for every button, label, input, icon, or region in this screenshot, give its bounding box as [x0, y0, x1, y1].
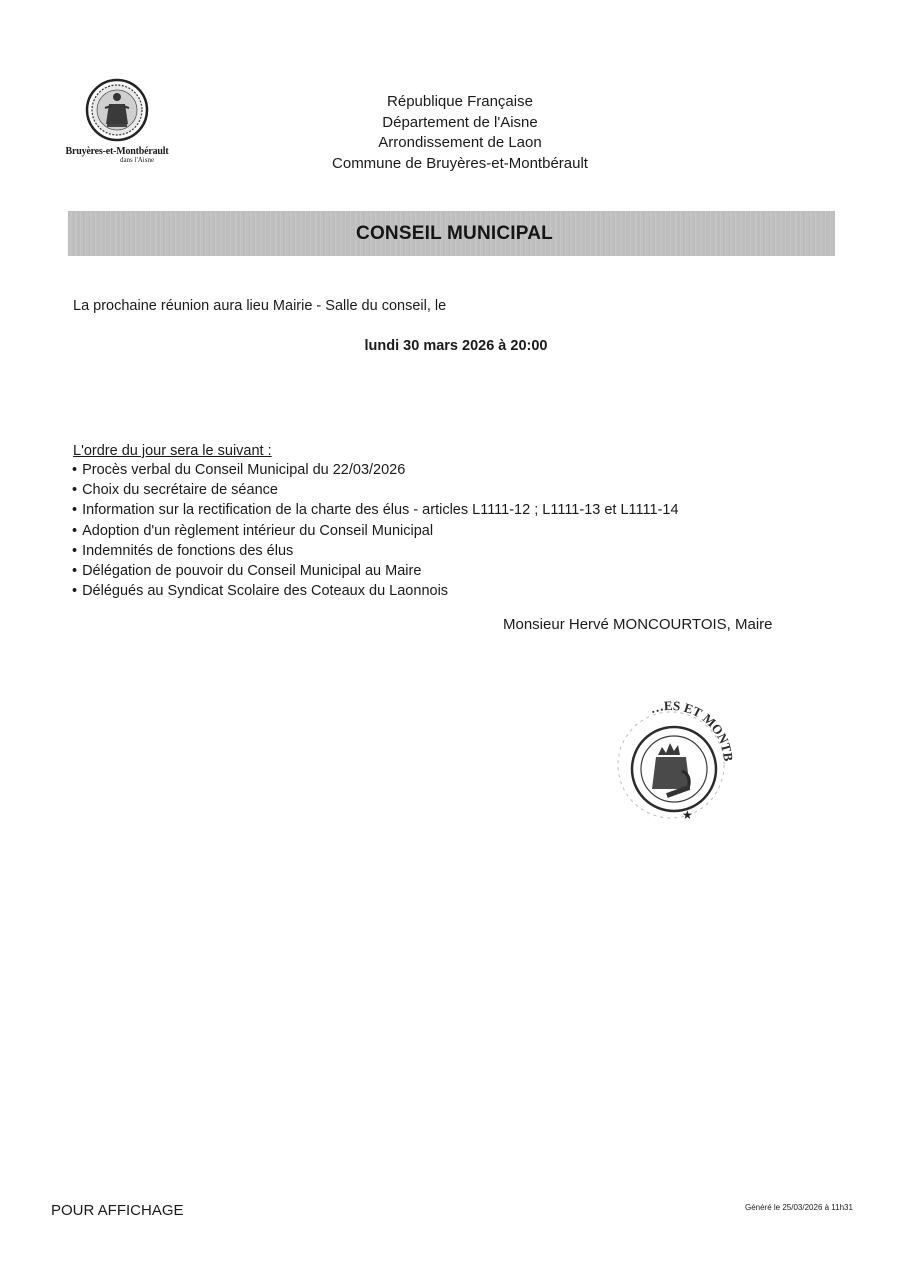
header-line-arrondissement: Arrondissement de Laon — [378, 134, 542, 151]
banner-title: CONSEIL MUNICIPAL — [356, 222, 553, 244]
meeting-date: lundi 30 mars 2026 à 20:00 — [364, 338, 548, 354]
title-banner — [68, 211, 835, 256]
mairie-stamp-icon — [596, 685, 746, 830]
meeting-intro: La prochaine réunion aura lieu Mairie - Salle du conseil, le — [73, 298, 447, 314]
header-line-republic: République Française — [387, 93, 533, 110]
agenda-item: • Délégation de pouvoir du Conseil Municipal au Maire — [72, 561, 679, 581]
stamp-text: …ES ET MONTB — [648, 697, 737, 762]
coat-of-arms-seal-icon — [85, 78, 149, 142]
agenda-item: • Indemnités de fonctions des élus — [72, 541, 679, 561]
header-line-department: Département de l'Aisne — [382, 113, 538, 131]
logo-subtitle: dans l'Aisne — [119, 156, 155, 164]
svg-text:…ES ET MONTBÉRAULT — [596, 685, 736, 762]
logo-commune-name: Bruyères-et-Montbérault — [65, 146, 169, 157]
official-stamp — [596, 685, 746, 835]
footer-display-notice: POUR AFFICHAGE — [51, 1202, 184, 1219]
agenda-item: • Délégués au Syndicat Scolaire des Coteaux du Laonnois — [72, 581, 679, 601]
mayor-signature-line: Monsieur Hervé MONCOURTOIS, Maire — [503, 616, 773, 633]
agenda-item: • Adoption d'un règlement intérieur du Conseil Municipal — [72, 521, 679, 541]
commune-logo — [62, 78, 172, 164]
agenda-item: • Procès verbal du Conseil Municipal du 22/03/2026 — [72, 460, 679, 480]
document-header — [300, 92, 620, 174]
agenda-item: • Information sur la rectification de la charte des élus - articles L1111-12 ; L1111-13 et L1111-14 — [72, 500, 679, 520]
footer-generated-date: Généré le 25/03/2026 à 11h31 — [745, 1203, 853, 1212]
svg-text:★: ★ — [682, 808, 693, 822]
agenda-item: • Choix du secrétaire de séance — [72, 480, 679, 500]
agenda-list — [72, 460, 679, 601]
header-line-commune: Commune de Bruyères-et-Montbérault — [332, 154, 588, 172]
agenda-title: L'ordre du jour sera le suivant : — [73, 443, 272, 459]
